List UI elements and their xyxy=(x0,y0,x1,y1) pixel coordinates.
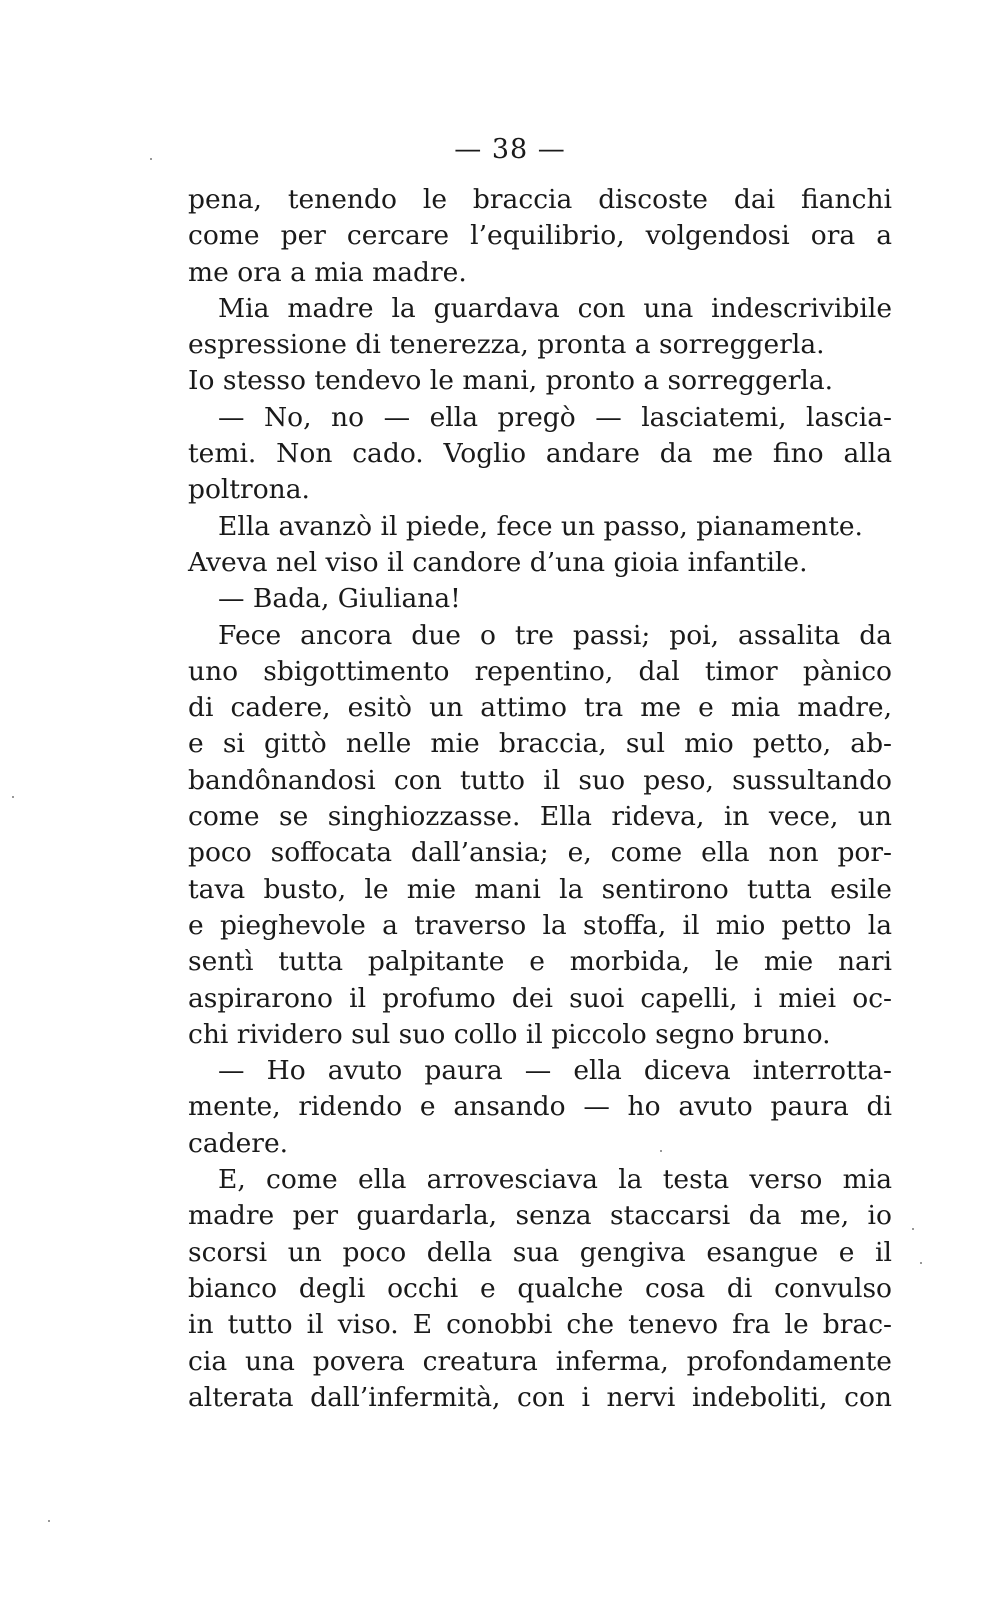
text-line: temi. Non cado. Voglio andare da me fino alla xyxy=(188,438,892,470)
text-line: uno sbigottimento repentino, dal timor pànico xyxy=(188,655,892,687)
text-line: poltrona. xyxy=(188,474,310,506)
text-line: me ora a mia madre. xyxy=(188,256,467,288)
text-line: bandônandosi con tutto il suo peso, sussultando xyxy=(188,764,892,796)
paper-speck xyxy=(12,796,14,798)
body-text xyxy=(188,182,892,1416)
text-line: — No, no — ella pregò — lasciatemi, lascia- xyxy=(218,401,892,433)
text-line: alterata dall’infermità, con i nervi indeboliti, con xyxy=(188,1381,892,1413)
text-line: bianco degli occhi e qualche cosa di convulso xyxy=(188,1272,892,1304)
text-line: di cadere, esitò un attimo tra me e mia madre, xyxy=(188,692,892,724)
text-line: chi rividero sul suo collo il piccolo segno bruno. xyxy=(188,1018,831,1050)
text-line: in tutto il viso. E conobbi che tenevo fra le brac- xyxy=(188,1309,892,1341)
text-line: espressione di tenerezza, pronta a sorreggerla. xyxy=(188,329,825,361)
text-line: come per cercare l’equilibrio, volgendosi ora a xyxy=(188,220,892,252)
text-line: Mia madre la guardava con una indescrivibile xyxy=(218,292,892,324)
paper-speck xyxy=(48,1520,50,1522)
text-line: E, come ella arrovesciava la testa verso mia xyxy=(218,1164,892,1196)
text-line: tava busto, le mie mani la sentirono tutta esile xyxy=(188,873,892,905)
text-line: e pieghevole a traverso la stoffa, il mio petto la xyxy=(188,909,892,941)
text-line: pena, tenendo le braccia discoste dai fianchi xyxy=(188,184,892,215)
text-line: — Bada, Giuliana! xyxy=(218,583,461,615)
text-line: aspirarono il profumo dei suoi capelli, i miei oc- xyxy=(188,982,892,1014)
text-line: Fece ancora due o tre passi; poi, assalita da xyxy=(218,619,892,651)
text-line: — Ho avuto paura — ella diceva interrotta- xyxy=(218,1055,892,1087)
text-line: poco soffocata dall’ansia; e, come ella non por- xyxy=(188,837,892,869)
paper-speck xyxy=(912,1228,914,1230)
text-line: cadere. xyxy=(188,1127,289,1159)
text-line: Ella avanzò il piede, fece un passo, pianamente. xyxy=(218,510,863,542)
text-line: e si gittò nelle mie braccia, sul mio petto, ab- xyxy=(188,728,892,760)
paper-speck xyxy=(920,1262,922,1264)
text-line: come se singhiozzasse. Ella rideva, in vece, un xyxy=(188,801,892,833)
paper-speck xyxy=(150,158,152,160)
text-line: sentì tutta palpitante e morbida, le mie nari xyxy=(188,946,892,978)
text-line: mente, ridendo e ansando — ho avuto paura di xyxy=(188,1091,892,1123)
paper-speck xyxy=(660,1150,662,1152)
text-line: cia una povera creatura inferma, profondamente xyxy=(188,1345,892,1377)
text-line: Aveva nel viso il candore d’una gioia infantile. xyxy=(188,546,808,578)
text-line: Io stesso tendevo le mani, pronto a sorreggerla. xyxy=(188,365,834,397)
text-line: scorsi un poco della sua gengiva esangue e il xyxy=(188,1236,892,1268)
text-line: madre per guardarla, senza staccarsi da me, io xyxy=(188,1200,892,1232)
page-number: — 38 — xyxy=(454,134,566,165)
